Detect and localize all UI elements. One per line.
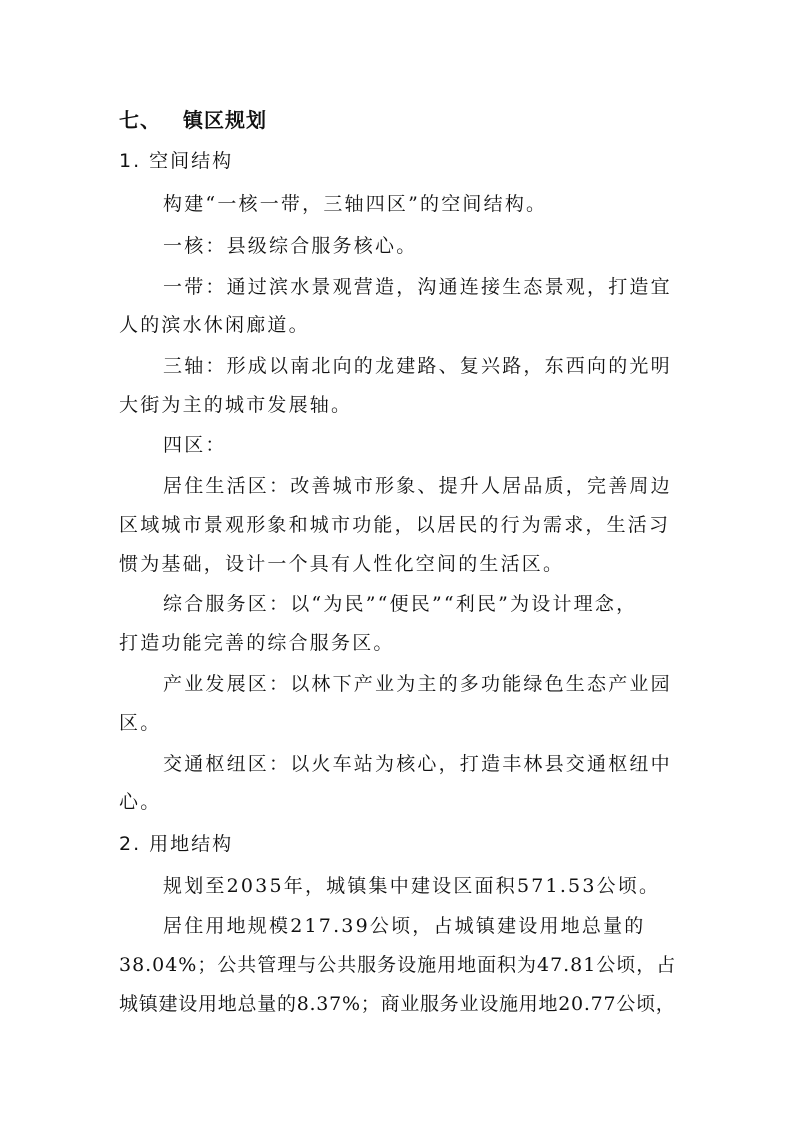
- paragraph-line: 居住用地规模217.39公顷，占城镇建设用地总量的: [163, 915, 646, 937]
- paragraph-line: 区。: [119, 712, 162, 734]
- section-heading-spatial-structure: 1. 空间结构: [119, 150, 234, 172]
- paragraph-line: 综合服务区：以“为民”“便民”“利民”为设计理念，: [163, 593, 638, 615]
- paragraph-line: 三轴：形成以南北向的龙建路、复兴路，东西向的光明: [163, 355, 672, 377]
- paragraph-line: 惯为基础，设计一个具有人性化空间的生活区。: [119, 553, 565, 575]
- paragraph-line: 心。: [119, 791, 162, 813]
- paragraph-line: 一带：通过滨水景观营造，沟通连接生态景观，打造宜: [163, 276, 672, 298]
- paragraph-line: 打造功能完善的综合服务区。: [119, 632, 395, 654]
- chapter-heading: [119, 104, 267, 133]
- paragraph-line: 一核：县级综合服务核心。: [163, 235, 418, 257]
- paragraph-line: 城镇建设用地总量的8.37%；商业服务业设施用地20.77公顷，: [119, 993, 676, 1015]
- paragraph-line: 产业发展区：以林下产业为主的多功能绿色生态产业园: [163, 673, 672, 695]
- paragraph-line: 四区：: [163, 434, 227, 456]
- paragraph-line: 人的滨水休闲廊道。: [119, 314, 310, 336]
- paragraph-line: 交通枢纽区：以火车站为核心，打造丰林县交通枢纽中: [163, 753, 672, 775]
- paragraph-line: 区域城市景观形象和城市功能，以居民的行为需求，生活习: [119, 514, 671, 536]
- paragraph-line: 构建“一核一带，三轴四区”的空间结构。: [163, 193, 548, 215]
- section-heading-land-use-structure: 2. 用地结构: [119, 833, 234, 855]
- paragraph-line: 居住生活区：改善城市形象、提升人居品质，完善周边: [163, 475, 672, 497]
- chapter-title: 镇区规划: [183, 108, 267, 132]
- paragraph-line: 规划至2035年，城镇集中建设区面积571.53公顷。: [163, 875, 661, 897]
- chapter-number: 七、: [119, 108, 161, 132]
- paragraph-line: 38.04%；公共管理与公共服务设施用地面积为47.81公顷，占: [119, 954, 677, 976]
- paragraph-line: 大街为主的城市发展轴。: [119, 394, 353, 416]
